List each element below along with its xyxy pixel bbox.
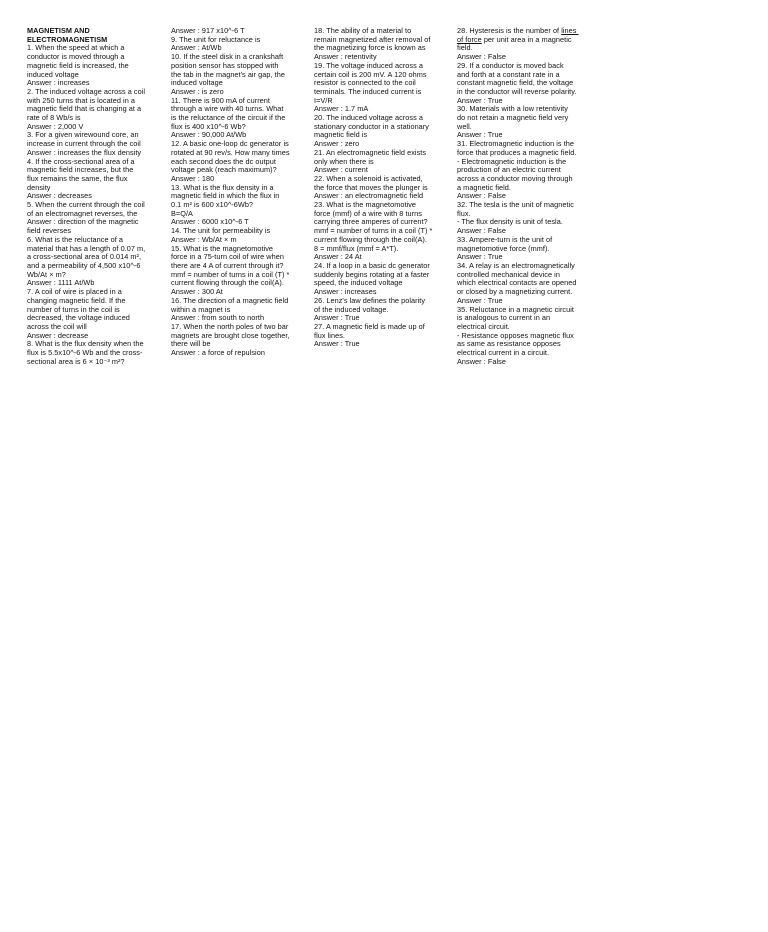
- answer-14: Answer : Wb/At × m: [171, 234, 237, 244]
- note-35: - Resistance opposes magnetic flux as same as resistance opposes electrical current in a circuit.: [457, 330, 576, 358]
- question-27: 27. A magnetic field is made up of flux lines.: [314, 321, 427, 340]
- question-21: 21. An electromagnetic field exists only when there is: [314, 147, 429, 166]
- question-13: 13. What is the flux density in a magnetic field in which the flux in 0.1 m² is 600 x10^-6Wb?: [171, 182, 282, 210]
- answer-12: Answer : 180: [171, 173, 215, 183]
- formula-19: I=V/R: [314, 95, 333, 105]
- answer-23: Answer : 24 At: [314, 252, 362, 262]
- answer-3: Answer : increases the flux density: [27, 147, 142, 157]
- question-11: 11. There is 900 mA of current through a wire with 40 turns. What is the reluctance of the circuit if the flux is 400 x10^-6 Wb?: [171, 95, 288, 131]
- answer-26: Answer : True: [314, 313, 360, 323]
- column-3: [314, 27, 433, 366]
- answer-17: Answer : a force of repulsion: [171, 348, 265, 358]
- question-24: 24. If a loop in a basic dc generator suddenly begins rotating at a faster speed, the induced voltage: [314, 260, 432, 288]
- formula-15: mmf = number of turns in a coil (T) * current flowing through the coil(A).: [171, 269, 292, 288]
- question-9: 9. The unit for reluctance is: [171, 34, 261, 44]
- question-3: 3. For a given wirewound core, an increase in current through the coil: [27, 130, 141, 149]
- column-2: [171, 27, 290, 366]
- answer-33: Answer : True: [457, 252, 503, 262]
- answer-2: Answer : 2,000 V: [27, 121, 84, 131]
- answer-13: Answer : 6000 x10^-6 T: [171, 217, 249, 227]
- column-4: [457, 27, 577, 366]
- question-8: 8. What is the flux density when the flux is 5.5x10^-6 Wb and the cross-sectional area is 6 × 10⁻³ m²?: [27, 339, 146, 366]
- answer-31: Answer : False: [457, 191, 506, 201]
- answer-20: Answer : zero: [314, 139, 360, 149]
- question-26: 26. Lenz's law defines the polarity of the induced voltage.: [314, 295, 428, 314]
- question-23: 23. What is the magnetomotive force (mmf) of a wire with 8 turns carrying three amperes of current?: [314, 200, 428, 227]
- question-4: 4. If the cross-sectional area of a magnetic field increases, but the flux remains the same, the flux density: [27, 156, 137, 192]
- question-5: 5. When the current through the coil of an electromagnet reverses, the: [27, 200, 147, 218]
- question-28: 28. Hysteresis is the number of lines of force per unit area in a magnetic field.: [457, 26, 579, 53]
- question-2: 2. The induced voltage across a coil with 250 turns that is located in a magnetic field that is changing at a rate of 8 Wb/s is: [27, 86, 148, 123]
- note-32: - The flux density is unit of tesla.: [457, 217, 563, 227]
- question-19: 19. The voltage induced across a certain coil is 200 mV. A 120 ohms resistor is connected to the coil terminals. The induced current is: [314, 60, 429, 96]
- answer-9: Answer : At/Wb: [171, 43, 222, 53]
- answer-30: Answer : True: [457, 130, 503, 140]
- question-17: 17. When the north poles of two bar magnets are brought close together, there will be: [171, 321, 292, 349]
- question-33: 33. Ampere-turn is the unit of magnetomotive force (mmf).: [457, 234, 555, 253]
- answer-10: Answer : is zero: [171, 86, 224, 96]
- answer-34: Answer : True: [457, 295, 503, 305]
- answer-8: Answer : 917 x10^-6 T: [171, 26, 245, 35]
- question-32: 32. The tesla is the unit of magnetic flux.: [457, 200, 576, 218]
- answer-7: Answer : decrease: [27, 330, 89, 340]
- question-35: 35. Reluctance in a magnetic circuit is analogous to current in an electrical circuit.: [457, 304, 577, 331]
- column-1: [27, 27, 146, 366]
- question-1: 1. When the speed at which a conductor is moved through a magnetic field is increased, the induced voltage: [27, 43, 131, 79]
- question-29: 29. If a conductor is moved back and forth at a constant rate in a constant magnetic field, the voltage in the conductor will reverse polarity.: [457, 60, 577, 96]
- question-15: 15. What is the magnetomotive force in a 75-turn coil of wire when there are 4 A of current through it?: [171, 243, 287, 270]
- question-14: 14. The unit for permeability is: [171, 226, 271, 236]
- answer-5: Answer : direction of the magnetic field reverses: [27, 217, 141, 236]
- question-12: 12. A basic one-loop dc generator is rotated at 90 rev/s. How many times each second does the dc output voltage peak (reach maximum)?: [171, 139, 292, 175]
- question-7: 7. A coil of wire is placed in a changing magnetic field. If the number of turns in the coil is decreased, the voltage induced across the coil will: [27, 287, 132, 331]
- question-18: 18. The ability of a material to remain magnetized after removal of the magnetizing force is known as: [314, 26, 433, 53]
- question-30: 30. Materials with a low retentivity do not retain a magnetic field very well.: [457, 104, 571, 131]
- question-6: 6. What is the reluctance of a material that has a length of 0.07 m, a cross-sectional area of 0.014 m², and a permeability of 4,500 x10^-6 Wb/At × m?: [27, 234, 148, 279]
- note-31: - Electromagnetic induction is the production of an electric current across a conductor moving through a magnetic field.: [457, 156, 575, 192]
- answer-6: Answer : 1111 At/Wb: [27, 278, 95, 288]
- formula-23a: mmf = number of turns in a coil (T) * current flowing through the coil(A).: [314, 226, 435, 244]
- question-20: 20. The induced voltage across a stationary conductor in a stationary magnetic field is: [314, 113, 432, 140]
- question-22: 22. When a solenoid is activated, the force that moves the plunger is: [314, 173, 428, 192]
- answer-19: Answer : 1.7 mA: [314, 104, 369, 114]
- answer-32: Answer : False: [457, 226, 506, 236]
- question-34: 34. A relay is an electromagnetically controlled mechanical device in which electrical contacts are opened or closed by a magnetizing current.: [457, 260, 579, 297]
- document-page: [27, 27, 743, 366]
- question-31: 31. Electromagnetic induction is the force that produces a magnetic field.: [457, 139, 577, 157]
- formula-13: B=Q/A: [171, 208, 193, 218]
- answer-21: Answer : current: [314, 165, 368, 175]
- document-title: MAGNETISM AND ELECTROMAGNETISM: [27, 26, 108, 44]
- answer-16: Answer : from south to north: [171, 313, 265, 323]
- question-10: 10. If the steel disk in a crankshaft position sensor has stopped with the tab in the magnet's air gap, the induced voltage: [171, 52, 288, 88]
- underlined-phrase: lines of force: [457, 26, 579, 44]
- answer-35: Answer : False: [457, 356, 506, 366]
- answer-22: Answer : an electromagnetic field: [314, 191, 424, 201]
- answer-1: Answer : increases: [27, 78, 90, 88]
- answer-15: Answer : 300 At: [171, 287, 223, 297]
- formula-23b: 8 = mmf/flux (mmf = A*T).: [314, 243, 399, 253]
- answer-29: Answer : True: [457, 95, 503, 105]
- answer-4: Answer : decreases: [27, 191, 92, 201]
- answer-28: Answer : False: [457, 52, 506, 62]
- answer-11: Answer : 90,000 At/Wb: [171, 130, 247, 140]
- answer-24: Answer : increases: [314, 287, 377, 297]
- question-16: 16. The direction of a magnetic field within a magnet is: [171, 295, 291, 314]
- answer-18: Answer : retentivity: [314, 52, 377, 62]
- answer-27: Answer : True: [314, 339, 360, 349]
